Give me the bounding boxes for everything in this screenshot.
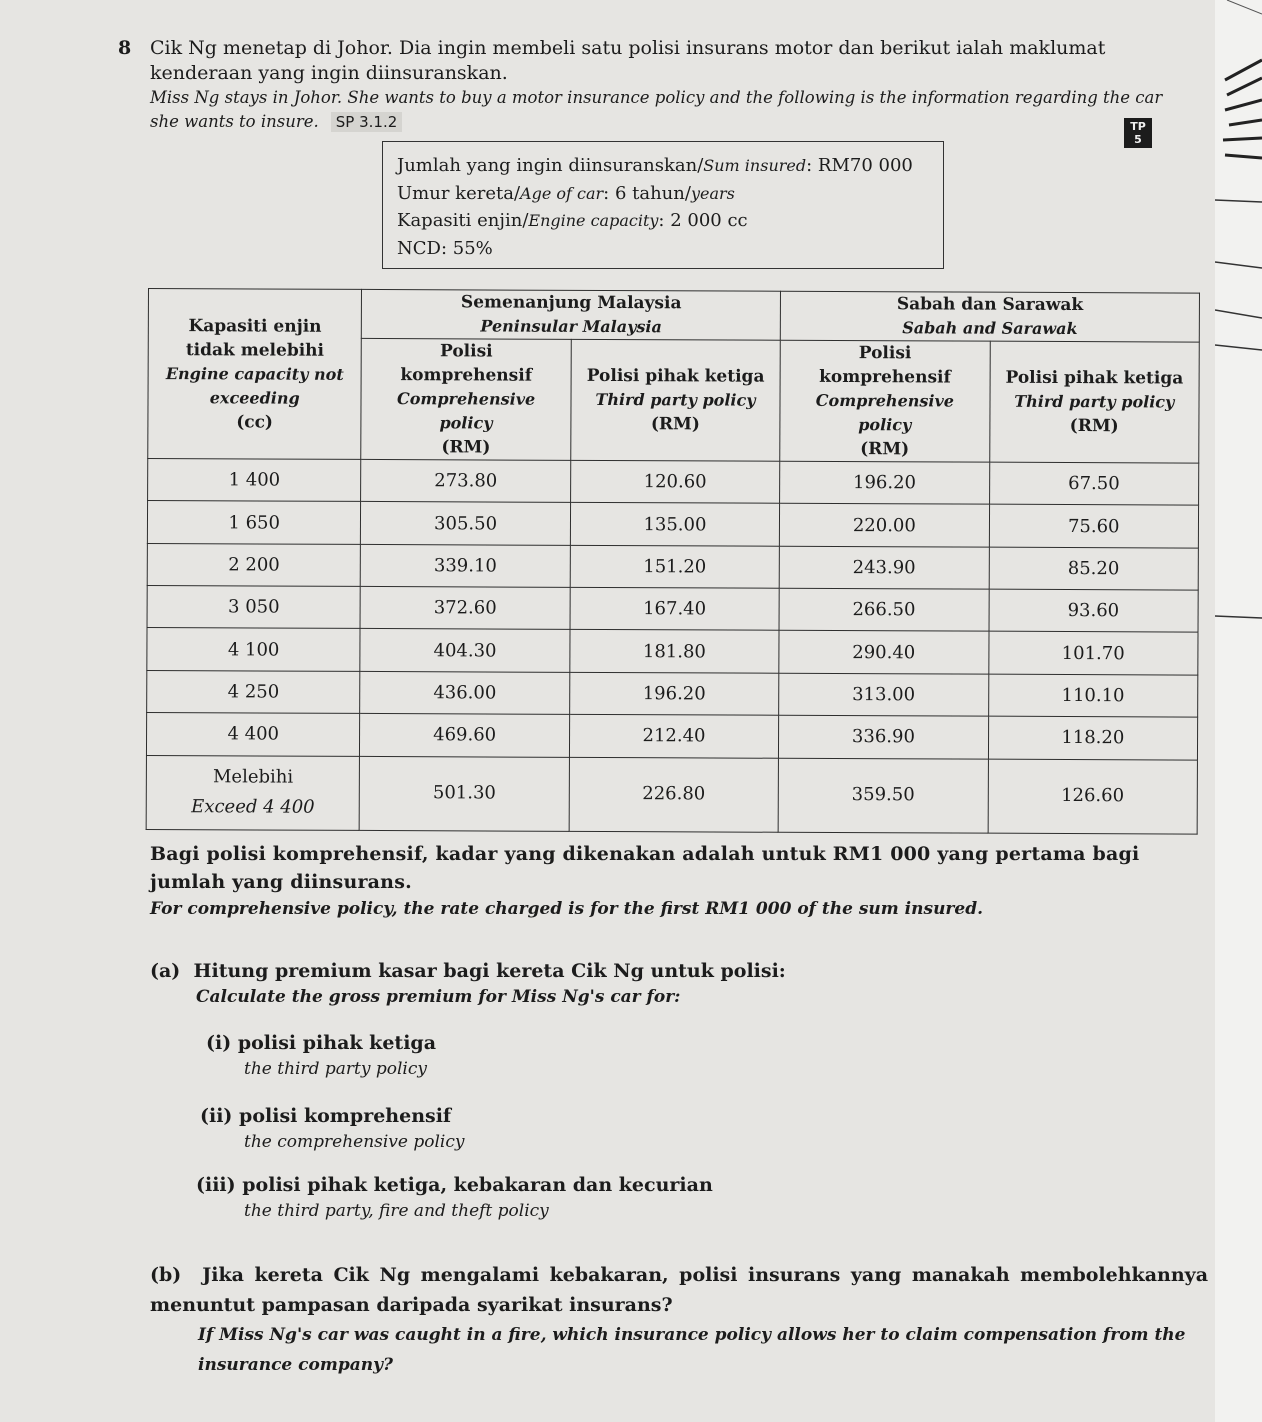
comprehensive-rate-note bbox=[150, 840, 1210, 922]
part-b-en: If Miss Ng's car was caught in a fire, which insurance policy allows her to claim compensation from the insurance company? bbox=[198, 1325, 1186, 1375]
engine-capacity-line bbox=[397, 207, 929, 235]
question-intro-ms: Cik Ng menetap di Johor. Dia ingin membeli satu polisi insurans motor dan berikut ialah maklumat kenderaan yang ingin diinsuranskan. bbox=[150, 37, 1106, 84]
table-row: 4 100 404.30 181.80 290.40 101.70 bbox=[147, 628, 1198, 675]
exceed-capacity-cell: Melebihi Exceed 4 400 bbox=[146, 755, 360, 830]
part-a-item: (i) polisi pihak ketiga the third party policy bbox=[206, 1032, 437, 1079]
car-info-box bbox=[382, 141, 944, 269]
header-region-peninsular: Semenanjung Malaysia Peninsular Malaysia bbox=[362, 289, 781, 340]
note-en: For comprehensive policy, the rate charged is for the first RM1 000 of the sum insured. bbox=[150, 899, 983, 919]
header-pen-comprehensive: Polisi komprehensif Comprehensive policy (RM) bbox=[361, 338, 571, 460]
engine-capacity-en: Engine capacity bbox=[528, 211, 659, 230]
header-ss-third-party: Polisi pihak ketiga Third party policy (RM) bbox=[989, 341, 1199, 463]
part-a-item: (ii) polisi komprehensif the comprehensive policy bbox=[200, 1105, 465, 1152]
question-header bbox=[118, 36, 1178, 134]
tp-badge bbox=[1124, 118, 1152, 148]
header-engine-capacity: Kapasiti enjin tidak melebihi Engine capacity not exceeding (cc) bbox=[148, 289, 362, 460]
adjacent-page-edge bbox=[1215, 0, 1262, 1422]
car-age-line bbox=[397, 180, 929, 208]
part-b-label: (b) bbox=[150, 1264, 182, 1286]
ncd-line: NCD: 55% bbox=[397, 237, 493, 259]
sum-insured-en: Sum insured bbox=[703, 156, 807, 175]
part-a bbox=[150, 958, 1150, 1010]
table-row: 4 400 469.60 212.40 336.90 118.20 bbox=[146, 713, 1197, 760]
table-row: 4 250 436.00 196.20 313.00 110.10 bbox=[147, 670, 1198, 717]
part-a-en: Calculate the gross premium for Miss Ng's car for: bbox=[196, 987, 681, 1007]
table-row: 1 400 273.80 120.60 196.20 67.50 bbox=[148, 459, 1199, 506]
part-b-ms: Jika kereta Cik Ng mengalami kebakaran, polisi insurans yang manakah membolehkannya menuntut pampasan daripada syarikat insurans? bbox=[150, 1264, 1209, 1316]
table-row: 1 650 305.50 135.00 220.00 75.60 bbox=[147, 501, 1198, 548]
premium-rate-table bbox=[146, 288, 1200, 835]
header-pen-third-party: Polisi pihak ketiga Third party policy (RM) bbox=[571, 339, 781, 461]
tp-label: TP bbox=[1130, 120, 1146, 133]
car-age-ms: Umur kereta/ bbox=[397, 182, 521, 204]
table-header-row-regions bbox=[148, 289, 1199, 343]
table-row: 3 050 372.60 167.40 266.50 93.60 bbox=[147, 586, 1198, 633]
table-row-exceed: Melebihi Exceed 4 400 501.30 226.80 359.50 126.60 bbox=[146, 755, 1197, 834]
sp-code-badge: SP 3.1.2 bbox=[331, 112, 403, 132]
sum-insured-value: : RM70 000 bbox=[806, 155, 913, 176]
question-intro-en-text: Miss Ng stays in Johor. She wants to buy a motor insurance policy and the following is the information regarding the car she wants to insure. bbox=[150, 88, 1163, 131]
question-number: 8 bbox=[118, 37, 132, 59]
car-age-en: Age of car bbox=[520, 183, 604, 203]
car-age-value: : 6 tahun/ bbox=[603, 182, 691, 204]
part-a-item: (iii) polisi pihak ketiga, kebakaran dan kecurian the third party, fire and theft policy bbox=[196, 1174, 713, 1221]
part-b bbox=[150, 1260, 1208, 1380]
table-row: 2 200 339.10 151.20 243.90 85.20 bbox=[147, 543, 1198, 590]
part-a-ms: Hitung premium kasar bagi kereta Cik Ng untuk polisi: bbox=[193, 960, 786, 982]
page-edge-lines bbox=[1215, 0, 1262, 1422]
sum-insured-ms: Jumlah yang ingin diinsuranskan/ bbox=[397, 155, 704, 176]
header-ss-comprehensive: Polisi komprehensif Comprehensive policy (RM) bbox=[780, 340, 990, 462]
part-a-label: (a) bbox=[150, 960, 181, 982]
question-intro-en bbox=[150, 86, 1178, 134]
sum-insured-line bbox=[397, 152, 929, 180]
engine-capacity-ms: Kapasiti enjin/ bbox=[397, 210, 529, 231]
car-age-unit-en: years bbox=[690, 183, 735, 203]
note-ms: Bagi polisi komprehensif, kadar yang dikenakan adalah untuk RM1 000 yang pertama bagi jumlah yang diinsurans. bbox=[150, 843, 1140, 893]
tp-level: 5 bbox=[1134, 133, 1142, 146]
engine-capacity-value: : 2 000 cc bbox=[658, 210, 748, 231]
header-region-sabah-sarawak: Sabah dan Sarawak Sabah and Sarawak bbox=[780, 291, 1199, 342]
